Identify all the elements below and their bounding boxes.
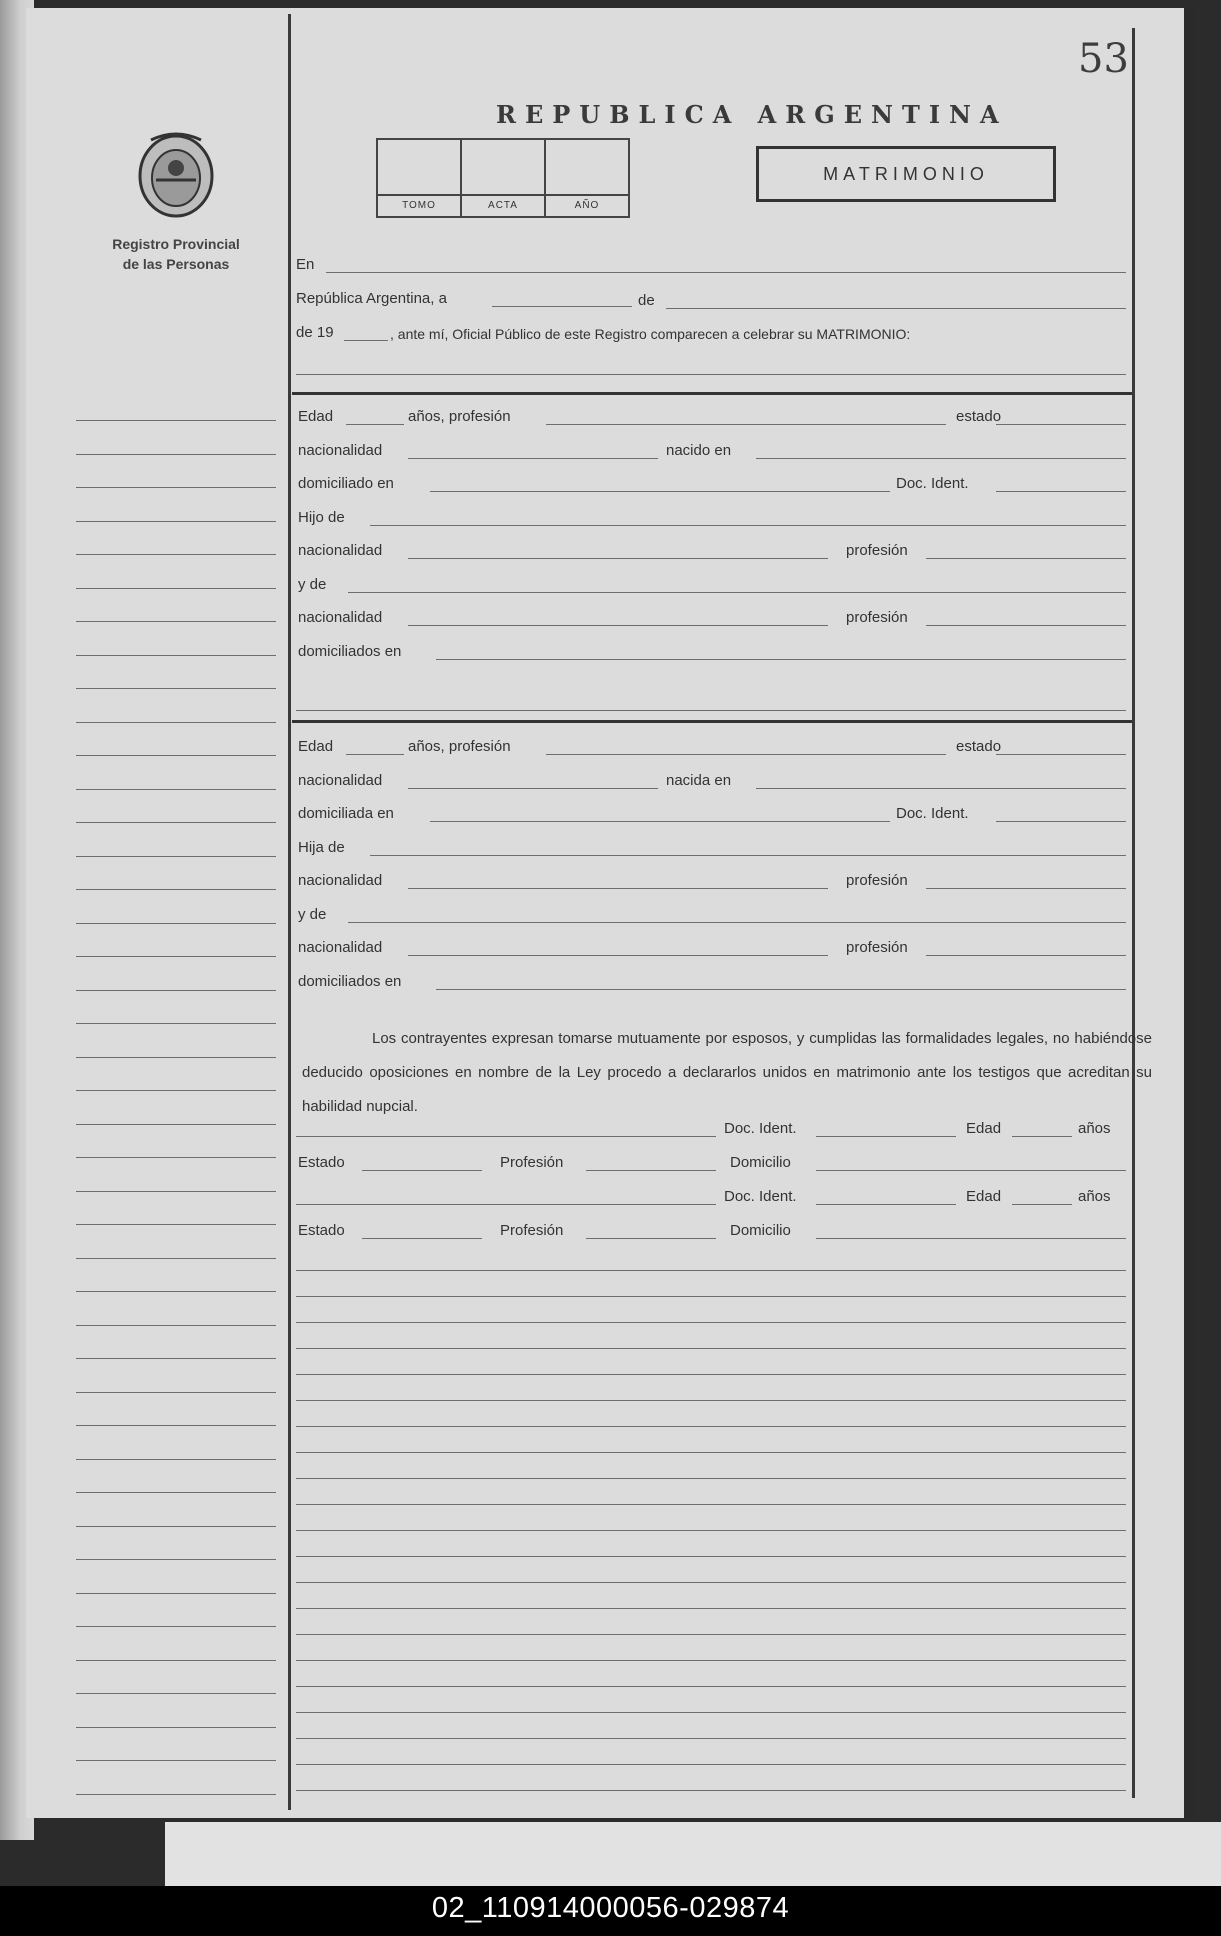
estado-label: estado bbox=[956, 408, 1002, 425]
underlying-page bbox=[165, 1822, 1221, 1886]
registry-name bbox=[91, 234, 261, 274]
margin-line bbox=[76, 1794, 276, 1795]
estado-label: estado bbox=[956, 738, 1002, 755]
testigo-profesion-label: Profesión bbox=[500, 1154, 564, 1171]
margin-line bbox=[76, 1459, 276, 1460]
margin-line bbox=[76, 889, 276, 890]
tomo-acta-ano-boxes bbox=[376, 138, 630, 218]
record-type-box: MATRIMONIO bbox=[756, 146, 1056, 202]
estado-field[interactable] bbox=[996, 754, 1126, 755]
testigo-domicilio-field[interactable] bbox=[816, 1170, 1126, 1171]
testigo-doc-label: Doc. Ident. bbox=[724, 1120, 797, 1137]
nacionalidad-label: nacionalidad bbox=[298, 771, 383, 789]
testigo-nombre-field[interactable] bbox=[296, 1136, 716, 1137]
blank-line[interactable] bbox=[296, 1400, 1126, 1401]
blank-line[interactable] bbox=[296, 1296, 1126, 1297]
margin-line bbox=[76, 1325, 276, 1326]
margin-line bbox=[76, 621, 276, 622]
margin-line bbox=[76, 521, 276, 522]
doc-ident-label: Doc. Ident. bbox=[896, 805, 969, 822]
margin-line bbox=[76, 923, 276, 924]
nacido-en-label: nacida en bbox=[666, 771, 732, 789]
blank-line[interactable] bbox=[296, 1530, 1126, 1531]
margin-line bbox=[76, 1057, 276, 1058]
testigo-profesion-field[interactable] bbox=[586, 1170, 716, 1171]
testigo-estado-label: Estado bbox=[298, 1222, 345, 1239]
padre-field[interactable] bbox=[370, 525, 1126, 526]
blank-line[interactable] bbox=[296, 1738, 1126, 1739]
blank-line[interactable] bbox=[296, 1764, 1126, 1765]
margin-line bbox=[76, 588, 276, 589]
blank-line[interactable] bbox=[296, 1504, 1126, 1505]
y-de-label: y de bbox=[298, 575, 327, 593]
margin-line bbox=[76, 1157, 276, 1158]
testigo-estado-label: Estado bbox=[298, 1154, 345, 1171]
nacionalidad-padre-field[interactable] bbox=[408, 888, 828, 889]
blank-line[interactable] bbox=[296, 1712, 1126, 1713]
tomo-box bbox=[378, 140, 462, 216]
testigo-domicilio-label: Domicilio bbox=[730, 1222, 791, 1239]
blank-line[interactable] bbox=[296, 1634, 1126, 1635]
testigo-edad-field[interactable] bbox=[1012, 1136, 1072, 1137]
domiciliado-label: domiciliado en bbox=[298, 475, 394, 492]
y-de-label: y de bbox=[298, 905, 327, 923]
margin-line bbox=[76, 1124, 276, 1125]
margin-line bbox=[76, 1727, 276, 1728]
hijo-de-label: Hija de bbox=[298, 838, 345, 856]
edad-label: Edad bbox=[298, 738, 334, 755]
nacionalidad-padre-label: nacionalidad bbox=[298, 872, 383, 889]
acta-box bbox=[462, 140, 546, 216]
profesion-madre-field[interactable] bbox=[926, 955, 1126, 956]
testigo-domicilio-label: Domicilio bbox=[730, 1154, 791, 1171]
page-number: 53 bbox=[1078, 36, 1129, 82]
margin-line bbox=[76, 822, 276, 823]
bride-divider bbox=[292, 720, 1132, 723]
doc-ident-field[interactable] bbox=[996, 491, 1126, 492]
nacido-en-label: nacido en bbox=[666, 441, 732, 459]
nacionalidad-field[interactable] bbox=[408, 788, 658, 789]
nacionalidad-padre-label: nacionalidad bbox=[298, 542, 383, 559]
profesion-madre-label: profesión bbox=[846, 939, 908, 956]
edad-label: Edad bbox=[298, 408, 334, 425]
margin-line bbox=[76, 420, 276, 421]
profesion-padre-label: profesión bbox=[846, 872, 908, 889]
ano-label: AÑO bbox=[546, 194, 628, 216]
blank-line[interactable] bbox=[296, 1686, 1126, 1687]
margin-line bbox=[76, 1224, 276, 1225]
margin-line bbox=[76, 1358, 276, 1359]
margin-line bbox=[76, 1593, 276, 1594]
date-day-line bbox=[492, 306, 632, 307]
profesion-field[interactable] bbox=[546, 424, 946, 425]
blank-line[interactable] bbox=[296, 1270, 1126, 1271]
testigo-edad-label: Edad bbox=[966, 1120, 1002, 1137]
en-label: En bbox=[296, 256, 315, 273]
testigo-nombre-field[interactable] bbox=[296, 1204, 716, 1205]
margin-line bbox=[76, 1626, 276, 1627]
testigo-doc-field[interactable] bbox=[816, 1136, 956, 1137]
profesion-field[interactable] bbox=[546, 754, 946, 755]
margin-line bbox=[76, 1023, 276, 1024]
margin-line bbox=[76, 755, 276, 756]
margin-line bbox=[76, 1660, 276, 1661]
margin-line bbox=[76, 1191, 276, 1192]
nacionalidad-field[interactable] bbox=[408, 458, 658, 459]
ano-box bbox=[546, 140, 628, 216]
declaration-text: Los contrayentes expresan tomarse mutuamente por esposos, y cumplidas las formalidades legales, no habiéndose deducido oposiciones en nombre de la Ley procedo a declararlos unidos en matrimonio ante los testigos que acreditan su habilidad nupcial. bbox=[302, 1030, 1152, 1115]
de-label: de bbox=[638, 292, 655, 309]
date-month-line bbox=[666, 308, 1126, 309]
testigo-doc-field[interactable] bbox=[816, 1204, 956, 1205]
domicilio-padres-field[interactable] bbox=[436, 659, 1126, 660]
nacionalidad-padre-field[interactable] bbox=[408, 558, 828, 559]
margin-line bbox=[76, 956, 276, 957]
de19-label: de 19 bbox=[296, 324, 334, 341]
register-page bbox=[26, 8, 1194, 1818]
testigo-anios-label: años bbox=[1078, 1120, 1111, 1137]
testigo-estado-field[interactable] bbox=[362, 1170, 482, 1171]
margin-line bbox=[76, 1258, 276, 1259]
testigo-profesion-field[interactable] bbox=[586, 1238, 716, 1239]
nacionalidad-madre-label: nacionalidad bbox=[298, 609, 383, 626]
anios-profesion-label: años, profesión bbox=[408, 738, 511, 755]
blank-line[interactable] bbox=[296, 1452, 1126, 1453]
groom-divider bbox=[292, 392, 1132, 395]
blank-line[interactable] bbox=[296, 1478, 1126, 1479]
groom-extra-line[interactable] bbox=[296, 710, 1126, 711]
profesion-madre-label: profesión bbox=[846, 609, 908, 626]
margin-line bbox=[76, 856, 276, 857]
en-line bbox=[326, 272, 1126, 273]
domiciliados-label: domiciliados en bbox=[298, 642, 402, 660]
margin-rule bbox=[288, 14, 291, 1810]
testigo-edad-field[interactable] bbox=[1012, 1204, 1072, 1205]
margin-line bbox=[76, 990, 276, 991]
margin-line bbox=[76, 789, 276, 790]
padre-field[interactable] bbox=[370, 855, 1126, 856]
margin-line bbox=[76, 1291, 276, 1292]
blank-line[interactable] bbox=[296, 1582, 1126, 1583]
profesion-madre-field[interactable] bbox=[926, 625, 1126, 626]
intro-extra-line bbox=[296, 374, 1126, 375]
provincial-seal-icon bbox=[131, 126, 221, 222]
margin-line bbox=[76, 554, 276, 555]
blank-line[interactable] bbox=[296, 1556, 1126, 1557]
tomo-label: TOMO bbox=[378, 194, 460, 216]
anios-profesion-label: años, profesión bbox=[408, 408, 511, 425]
acta-label: ACTA bbox=[462, 194, 544, 216]
margin-line bbox=[76, 1526, 276, 1527]
margin-line bbox=[76, 487, 276, 488]
domiciliados-label: domiciliados en bbox=[298, 972, 402, 990]
nacido-en-field[interactable] bbox=[756, 458, 1126, 459]
testigo-doc-label: Doc. Ident. bbox=[724, 1188, 797, 1205]
hijo-de-label: Hijo de bbox=[298, 508, 345, 526]
domicilio-field[interactable] bbox=[430, 491, 890, 492]
right-rule bbox=[1132, 28, 1135, 1798]
registry-line2: de las Personas bbox=[122, 256, 230, 272]
margin-line bbox=[76, 1492, 276, 1493]
margin-line bbox=[76, 722, 276, 723]
republica-label: República Argentina, a bbox=[296, 290, 447, 307]
domicilio-field[interactable] bbox=[430, 821, 890, 822]
edad-field[interactable] bbox=[346, 754, 404, 755]
testigo-edad-label: Edad bbox=[966, 1188, 1002, 1205]
testigo-estado-field[interactable] bbox=[362, 1238, 482, 1239]
blank-line[interactable] bbox=[296, 1660, 1126, 1661]
estado-field[interactable] bbox=[996, 424, 1126, 425]
domicilio-padres-field[interactable] bbox=[436, 989, 1126, 990]
margin-line bbox=[76, 1425, 276, 1426]
profesion-padre-field[interactable] bbox=[926, 558, 1126, 559]
margin-line bbox=[76, 1392, 276, 1393]
blank-line[interactable] bbox=[296, 1322, 1126, 1323]
page-heading: REPUBLICA ARGENTINA bbox=[496, 100, 1008, 129]
margin-line bbox=[76, 1559, 276, 1560]
profesion-padre-field[interactable] bbox=[926, 888, 1126, 889]
nacionalidad-madre-label: nacionalidad bbox=[298, 939, 383, 956]
margin-line bbox=[76, 655, 276, 656]
margin-line bbox=[76, 454, 276, 455]
testigo-domicilio-field[interactable] bbox=[816, 1238, 1126, 1239]
blank-line[interactable] bbox=[296, 1790, 1126, 1791]
testigo-profesion-label: Profesión bbox=[500, 1222, 564, 1239]
nacionalidad-madre-field[interactable] bbox=[408, 955, 828, 956]
margin-line bbox=[76, 1760, 276, 1761]
domiciliado-label: domiciliada en bbox=[298, 805, 394, 822]
nacionalidad-label: nacionalidad bbox=[298, 441, 383, 459]
doc-ident-field[interactable] bbox=[996, 821, 1126, 822]
edad-field[interactable] bbox=[346, 424, 404, 425]
margin-line bbox=[76, 688, 276, 689]
year-line bbox=[344, 340, 388, 341]
blank-line[interactable] bbox=[296, 1608, 1126, 1609]
doc-ident-label: Doc. Ident. bbox=[896, 475, 969, 492]
registry-line1: Registro Provincial bbox=[112, 236, 240, 252]
blank-line[interactable] bbox=[296, 1348, 1126, 1349]
madre-field[interactable] bbox=[348, 592, 1126, 593]
madre-field[interactable] bbox=[348, 922, 1126, 923]
margin-line bbox=[76, 1693, 276, 1694]
margin-line bbox=[76, 1090, 276, 1091]
blank-line[interactable] bbox=[296, 1426, 1126, 1427]
ante-text: , ante mí, Oficial Público de este Registro comparecen a celebrar su MATRIMONIO: bbox=[390, 326, 911, 342]
nacionalidad-madre-field[interactable] bbox=[408, 625, 828, 626]
blank-line[interactable] bbox=[296, 1374, 1126, 1375]
file-id-caption: 02_110914000056-029874 bbox=[431, 1892, 790, 1924]
profesion-padre-label: profesión bbox=[846, 542, 908, 559]
nacido-en-field[interactable] bbox=[756, 788, 1126, 789]
testigo-anios-label: años bbox=[1078, 1188, 1111, 1205]
